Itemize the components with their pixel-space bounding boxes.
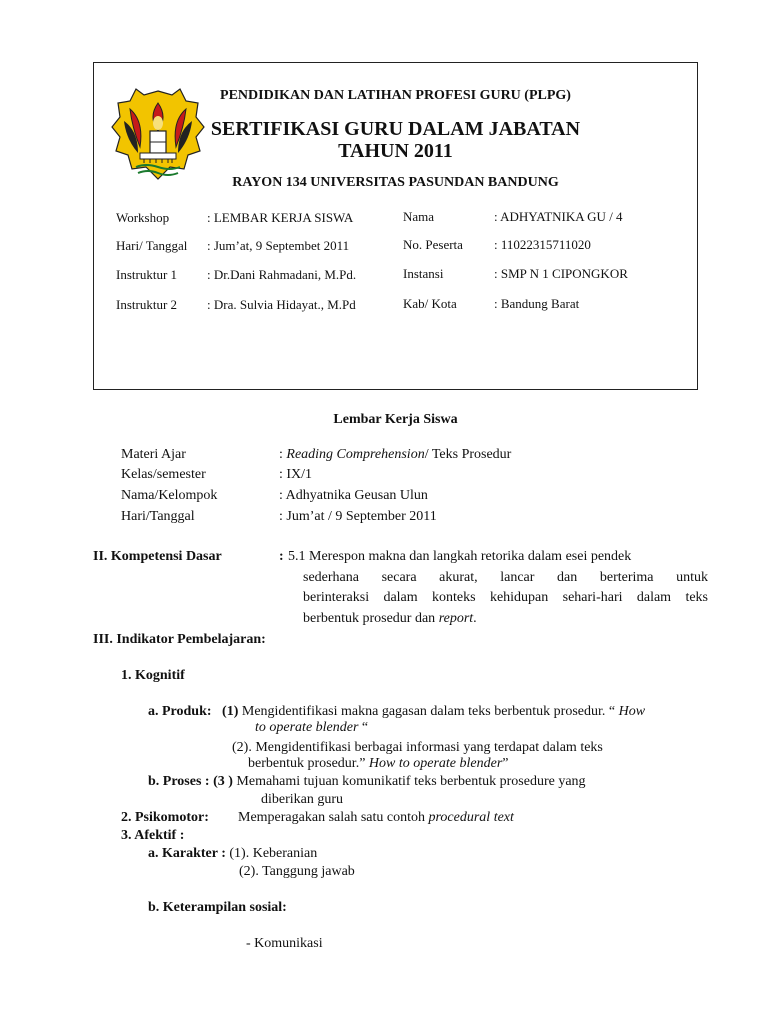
institution-value: : SMP N 1 CIPONGKOR	[494, 266, 628, 281]
kd-line-2: sederhana secara akurat, lancar dan berterima untuk	[303, 570, 708, 585]
kd-heading: II. Kompetensi Dasar	[93, 549, 222, 564]
kognitif-heading: 1. Kognitif	[121, 668, 185, 683]
participant-no-label: No. Peserta	[403, 237, 463, 252]
proses-line-2: diberikan guru	[261, 792, 344, 807]
info-value-tanggal: : Jum’at / 9 September 2011	[279, 509, 437, 524]
produk-line-1-cont: to operate blender “	[255, 720, 369, 735]
produk-line-2-cont: berbentuk prosedur.” How to operate blender”	[248, 756, 509, 771]
sosial-label: b. Keterampilan sosial:	[148, 900, 287, 915]
program-name: PENDIDIKAN DAN LATIHAN PROFESI GURU (PLPG)	[220, 88, 571, 103]
psikomotor-value: Memperagakan salah satu contoh procedural text	[238, 810, 514, 825]
instructor1-value: : Dr.Dani Rahmadani, M.Pd.	[207, 267, 357, 282]
instructor2-label: Instruktur 2	[116, 297, 178, 312]
info-value-materi: : Reading Comprehension/ Teks Prosedur	[279, 447, 512, 462]
indikator-heading: III. Indikator Pembelajaran:	[93, 632, 266, 647]
karakter-line-2: (2). Tanggung jawab	[239, 864, 355, 879]
kd-line-1: 5.1 Merespon makna dan langkah retorika dalam esei pendek	[288, 549, 632, 564]
afektif-label: 3. Afektif :	[121, 828, 185, 843]
date-label: Hari/ Tanggal	[116, 238, 188, 253]
worksheet-title: Lembar Kerja Siswa	[333, 412, 458, 427]
kd-line-4: berbentuk prosedur dan report.	[303, 611, 477, 626]
certificate-title-line2: TAHUN 2011	[338, 140, 453, 162]
psikomotor-label: 2. Psikomotor:	[121, 810, 209, 825]
proses-line-1: b. Proses : (3 ) Memahami tujuan komunikatif teks berbentuk prosedure yang	[148, 774, 586, 789]
info-label-nama: Nama/Kelompok	[121, 488, 218, 503]
sosial-item-1: - Komunikasi	[246, 936, 323, 951]
institution-label: Instansi	[403, 266, 444, 281]
date-value: : Jum’at, 9 Septembet 2011	[207, 238, 350, 253]
city-value: : Bandung Barat	[494, 296, 580, 311]
kd-line-3: berinteraksi dalam konteks kehidupan sehari-hari dalam teks	[303, 590, 708, 605]
name-value: : ADHYATNIKA GU / 4	[494, 209, 623, 224]
city-label: Kab/ Kota	[403, 296, 457, 311]
workshop-label: Workshop	[116, 210, 170, 225]
name-label: Nama	[403, 209, 435, 224]
produk-line-1: a. Produk: (1) Mengidentifikasi makna gagasan dalam teks berbentuk prosedur. “ How	[148, 704, 646, 719]
info-label-kelas: Kelas/semester	[121, 467, 206, 482]
info-value-nama: : Adhyatnika Geusan Ulun	[279, 488, 428, 503]
participant-no-value: : 11022315711020	[494, 237, 591, 252]
workshop-value: : LEMBAR KERJA SISWA	[207, 210, 354, 225]
produk-line-2: (2). Mengidentifikasi berbagai informasi yang terdapat dalam teks	[232, 740, 603, 755]
info-value-kelas: : IX/1	[279, 467, 313, 482]
instructor2-value: : Dra. Sulvia Hidayat., M.Pd	[207, 297, 356, 312]
rayon-name: RAYON 134 UNIVERSITAS PASUNDAN BANDUNG	[232, 175, 559, 190]
info-label-materi: Materi Ajar	[121, 447, 186, 462]
instructor1-label: Instruktur 1	[116, 267, 178, 282]
certificate-title-line1: SERTIFIKASI GURU DALAM JABATAN	[210, 118, 581, 140]
kd-colon: :	[279, 549, 284, 564]
info-label-tanggal: Hari/Tanggal	[121, 509, 195, 524]
karakter-line-1: a. Karakter : (1). Keberanian	[148, 846, 318, 861]
